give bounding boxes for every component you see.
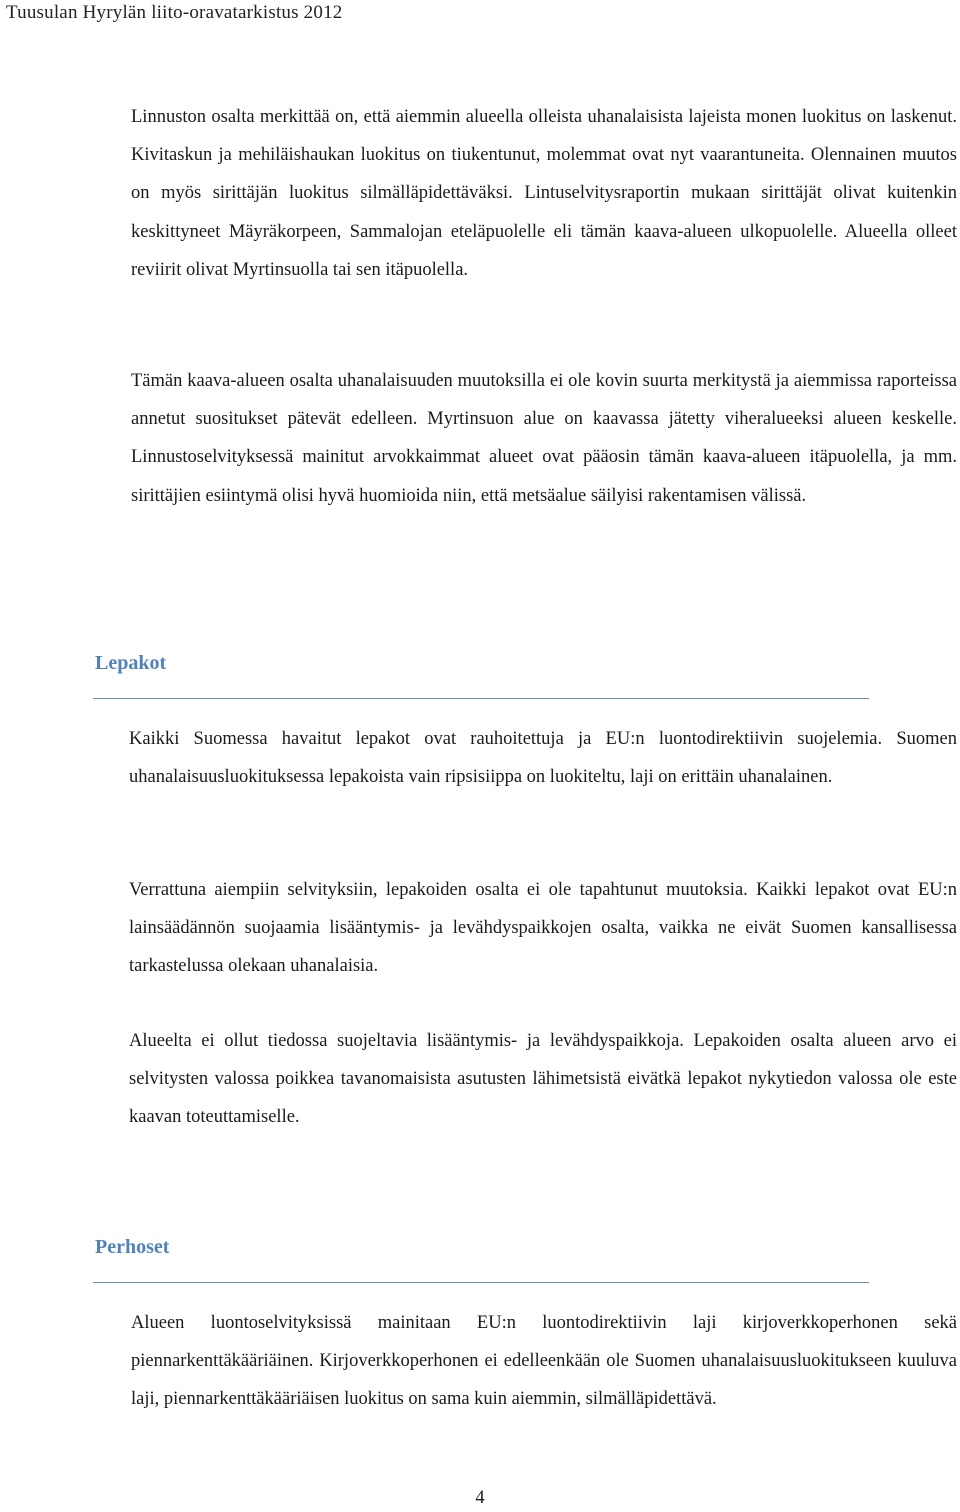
paragraph-lepakot-1: Kaikki Suomessa havaitut lepakot ovat rauhoitettuja ja EU:n luontodirektiivin suojelemia. Suomen uhanalaisuusluokituksessa lepakoista vain ripsisiippa on luokiteltu, laji on erittäin uhanalainen. bbox=[129, 729, 957, 788]
paragraph-perhoset-1: Alueen luontoselvityksissä mainitaan EU:n luontodirektiivin laji kirjoverkkoperhonen sekä piennarkenttäkääriäinen. Kirjoverkkoperhonen ei edelleenkään ole Suomen uhanalaisuusluokitukseen kuuluva laji, piennarkenttäkääriäisen luokitus on sama kuin aiemmin, silmälläpidettävä. bbox=[131, 1313, 957, 1410]
paragraph-lepakot-2: Verrattuna aiempiin selvityksiin, lepakoiden osalta ei ole tapahtunut muutoksia. Kaikki lepakot ovat EU:n lainsäädännön suojaamia lisääntymis- ja levähdyspaikkojen osalta, vaikka ne eivät Suomen kansallisessa tarkastelussa olekaan uhanalaisia. bbox=[129, 880, 957, 977]
page-number: 4 bbox=[475, 1488, 485, 1508]
section-heading-perhoset: Perhoset bbox=[95, 1236, 170, 1258]
section-heading-lepakot: Lepakot bbox=[95, 652, 167, 674]
heading-divider-lepakot bbox=[93, 698, 869, 699]
page-header-title: Tuusulan Hyrylän liito-oravatarkistus 2012 bbox=[6, 2, 343, 23]
paragraph-lepakot-3: Alueelta ei ollut tiedossa suojeltavia lisääntymis- ja levähdyspaikkoja. Lepakoiden osalta alueen arvo ei selvitysten valossa poikkea tavanomaisista asutusten lähimetsistä eivätkä lepakot nykytiedon valossa ole este kaavan toteuttamiselle. bbox=[129, 1031, 957, 1128]
paragraph-linnusto: Linnuston osalta merkittää on, että aiemmin alueella olleista uhanalaisista lajeista monen luokitus on laskenut. Kivitaskun ja mehiläishaukan luokitus on tiukentunut, molemmat ovat nyt vaarantuneita. Olennainen muutos on myös sirittäjän luokitus silmälläpidettäväksi. Lintuselvitysraportin mukaan sirittäjät olivat kuitenkin keskittyneet Mäyräkorpeen, Sammalojan eteläpuolelle eli tämän kaava-alueen ulkopuolelle. Alueella olleet reviirit olivat Myrtinsuolla tai sen itäpuolella. bbox=[131, 107, 957, 280]
paragraph-kaava: Tämän kaava-alueen osalta uhanalaisuuden muutoksilla ei ole kovin suurta merkitystä ja aiemmissa raporteissa annetut suositukset pätevät edelleen. Myrtinsuon alue on kaavassa jätetty viheralueeksi alueen keskelle. Linnustoselvityksessä mainitut arvokkaimmat alueet ovat pääosin tämän kaava-alueen itäpuolella, ja mm. sirittäjien esiintymä olisi hyvä huomioida niin, että metsäalue säilyisi rakentamisen välissä. bbox=[131, 371, 957, 506]
heading-divider-perhoset bbox=[93, 1282, 869, 1283]
